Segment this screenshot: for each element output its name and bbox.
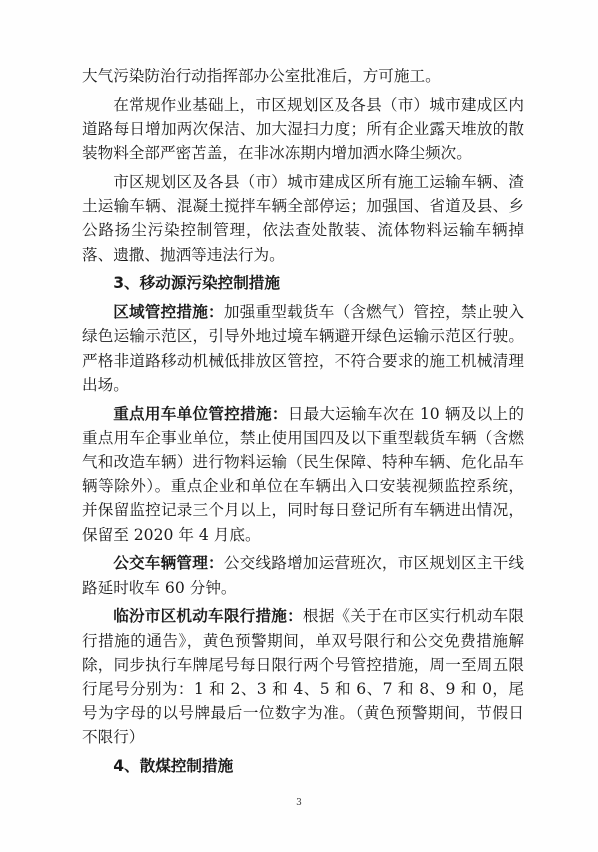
section-heading-mobile-source: 3、移动源污染控制措施	[113, 274, 280, 293]
paragraph-lead: 临汾市区机动车限行措施：	[113, 607, 303, 626]
document-body	[82, 64, 524, 783]
paragraph-vehicle-suspension	[82, 170, 524, 267]
paragraph-lead: 重点用车单位管控措施：	[113, 404, 288, 423]
section-heading-coal-control: 4、散煤控制措施	[113, 757, 234, 776]
paragraph-lead: 公交车辆管理：	[113, 554, 224, 573]
paragraph-text: 根据《关于在市区实行机动车限行措施的通告》，黄色预警期间，单双号限行和公交免费措施解除，同步执行车牌尾号每日限行两个号管控措施，周一至周五限行尾号分别为：1 和 2、3 和 4、5 和 6、7 和 8、9 和 0，尾号为字母的以号牌最后一位数字为准。（黄色预警期间，节假日不限行）	[82, 607, 524, 747]
paragraph-bus-management	[82, 551, 524, 599]
paragraph-regional-control	[82, 300, 524, 397]
paragraph-lead: 区域管控措施：	[113, 303, 224, 322]
paragraph-continuation	[82, 64, 524, 88]
paragraph-key-units	[82, 402, 524, 547]
paragraph-text: 公交线路增加运营班次，市区规划区主干线路延时收车 60 分钟。	[82, 554, 524, 597]
paragraph-traffic-restriction	[82, 604, 524, 749]
paragraph-text: 在常规作业基础上，市区规划区及各县（市）城市建成区内道路每日增加两次保洁、加大湿扫力度；所有企业露天堆放的散装物料全部严密苫盖，在非冰冻期内增加洒水降尘频次。	[82, 95, 524, 163]
paragraph-text: 日最大运输车次在 10 辆及以上的重点用车企事业单位，禁止使用国四及以下重型载货车辆（含燃气和改造车辆）进行物料运输（民生保障、特种车辆、危化品车辆等除外）。重点企业和单位在车辆出入口安装视频监控系统，并保留监控记录三个月以上，同时每日登记所有车辆进出情况，保留至 2020 年 4 月底。	[82, 404, 524, 544]
paragraph-road-cleaning	[82, 93, 524, 166]
paragraph-text: 市区规划区及各县（市）城市建成区所有施工运输车辆、渣土运输车辆、混凝土搅拌车辆全部停运；加强国、省道及县、乡公路扬尘污染控制管理，依法查处散装、流体物料运输车辆掉落、遗撒、抛洒等违法行为。	[82, 173, 524, 264]
page-number: 3	[296, 798, 302, 808]
paragraph-text: 加强重型载货车（含燃气）管控，禁止驶入绿色运输示范区，引导外地过境车辆避开绿色运输示范区行驶。严格非道路移动机械低排放区管控，不符合要求的施工机械清理出场。	[82, 303, 524, 394]
paragraph-text: 大气污染防治行动指挥部办公室批准后，方可施工。	[82, 67, 441, 85]
